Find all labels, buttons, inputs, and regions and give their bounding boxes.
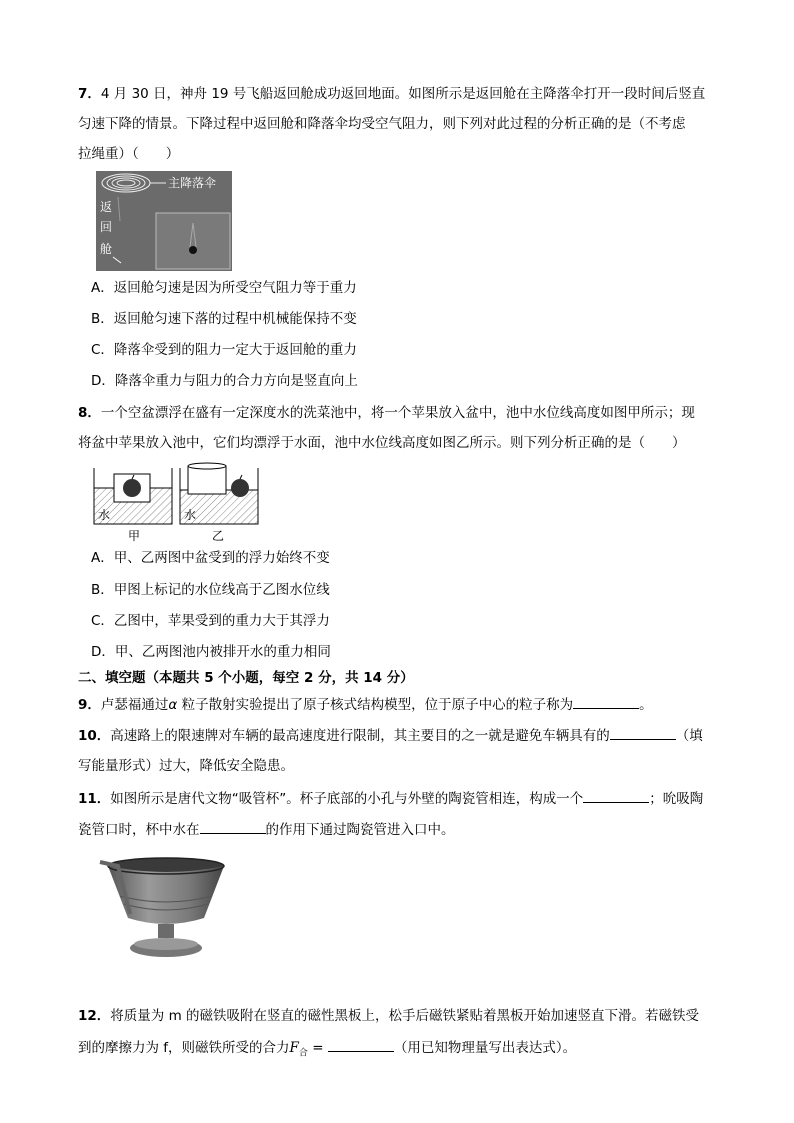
q7-figure-capsule-parachute [96, 171, 232, 271]
fig-label-capsule: 返回舱 [100, 200, 113, 256]
fig-label-yi: 乙 [212, 529, 225, 542]
q12-text-b: （用已知物理量写出表达式）。 [393, 1040, 577, 1056]
fig-label-jia: 甲 [128, 529, 141, 542]
force-symbol: F [289, 1040, 299, 1056]
q9-blank[interactable] [573, 694, 639, 709]
q8-option-d: D．甲、乙两图池内被排开水的重力相同 [91, 644, 331, 660]
q9-line: 9．卢瑟福通过α 粒子散射实验提出了原子核式结构模型，位于原子中心的粒子称为 。 [78, 694, 653, 715]
q10-line1: 10．高速路上的限速牌对车辆的最高速度进行限制，其主要目的之一就是避免车辆具有的 （填 [78, 725, 703, 746]
fig-water-label-right: 水 [184, 508, 197, 522]
q8-number: 8． [78, 405, 101, 421]
equals-sign: = [307, 1040, 328, 1056]
q12-number: 12． [78, 1008, 111, 1024]
q8-option-a: A．甲、乙两图中盆受到的浮力始终不变 [91, 550, 330, 566]
q7-line3: 拉绳重）（ ） [78, 146, 180, 162]
q10-number: 10． [78, 728, 111, 744]
q11-figure-straw-cup [98, 852, 228, 964]
section-title: 二、填空题（本题共 5 个小题，每空 2 分，共 14 分） [78, 670, 414, 686]
q11-blank-1[interactable] [583, 788, 649, 803]
q7-option-d: D．降落伞重力与阻力的合力方向是竖直向上 [91, 373, 358, 389]
alpha-symbol: α [168, 697, 178, 713]
q8-line2: 将盆中苹果放入池中，它们均漂浮于水面，池中水位线高度如图乙所示。则下列分析正确的是（ ） [78, 435, 686, 451]
q12-line1: 12．将质量为 m 的磁铁吸附在竖直的磁性黑板上，松手后磁铁紧贴着黑板开始加速竖直下滑。若磁铁受 [78, 1008, 700, 1024]
q10-line2: 写能量形式）过大，降低安全隐患。 [78, 758, 294, 774]
q7-option-a: A．返回舱匀速是因为所受空气阻力等于重力 [91, 280, 357, 296]
q7-line1: 7．4 月 30 日，神舟 19 号飞船返回舱成功返回地面。如图所示是返回舱在主降落伞打开一段时间后竖直 [78, 86, 706, 102]
q11-blank-2[interactable] [200, 819, 266, 834]
q11-line1: 11．如图所示是唐代文物“吸管杯”。杯子底部的小孔与外壁的陶瓷管相连，构成一个 ；吮吸陶 [78, 788, 703, 809]
q11-line2: 瓷管口时，杯中水在 的作用下通过陶瓷管进入口中。 [78, 819, 455, 840]
q8-option-b: B．甲图上标记的水位线高于乙图水位线 [91, 582, 330, 598]
q12-text-a: 到的摩擦力为 f，则磁铁所受的合力 [78, 1040, 290, 1056]
q7-number: 7． [78, 86, 101, 102]
q7-option-c: C．降落伞受到的阻力一定大于返回舱的重力 [91, 342, 357, 358]
q12-blank[interactable] [328, 1037, 394, 1052]
force-subscript: 合 [298, 1048, 308, 1059]
q7-line2: 匀速下降的情景。下降过程中返回舱和降落伞均受空气阻力，则下列对此过程的分析正确的是（不考虑 [78, 116, 686, 132]
q12-line2-real [78, 1037, 576, 1064]
q10-blank[interactable] [610, 725, 676, 740]
q7-option-b: B．返回舱匀速下落的过程中机械能保持不变 [91, 311, 357, 327]
fig-label-parachute: 主降落伞 [168, 176, 217, 190]
q8-option-c: C．乙图中，苹果受到的重力大于其浮力 [91, 613, 330, 629]
q8-line1: 8．一个空盆漂浮在盛有一定深度水的洗菜池中，将一个苹果放入盆中，池中水位线高度如图甲所示；现 [78, 405, 695, 421]
q11-number: 11． [78, 791, 111, 807]
q8-figure-basins [92, 460, 264, 542]
fig-water-label-left: 水 [98, 508, 111, 522]
q9-number: 9． [78, 697, 101, 713]
